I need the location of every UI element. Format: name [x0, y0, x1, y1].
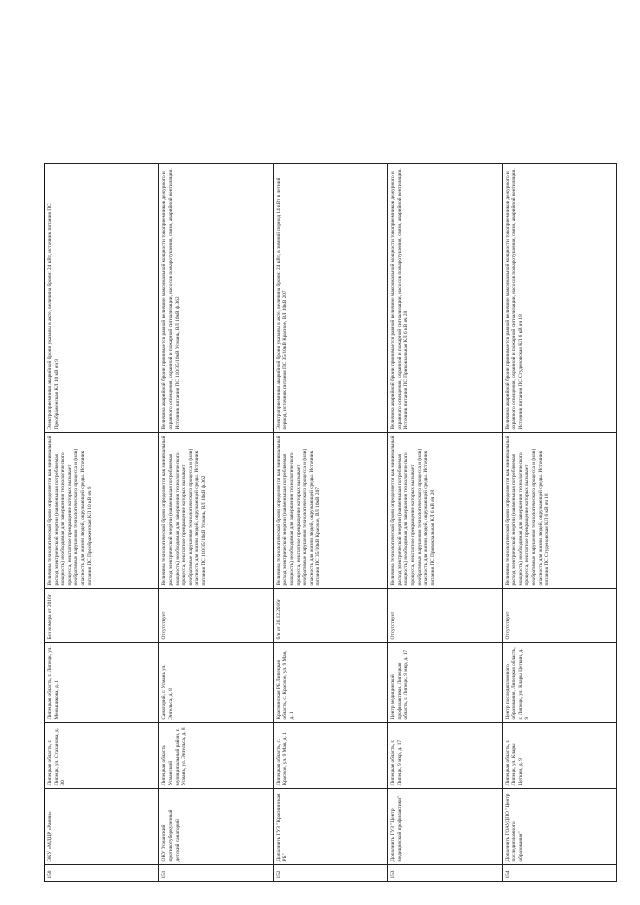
reservation-table	[44, 163, 617, 882]
organization-address: Липецкая область, г. Липецк, ул. Стаханова, д. 30	[45, 723, 159, 789]
emergency-reserve: Электроприемники аварийной брони указаны в акте, величина брони: 24 кВт, источник питания ПС Преображенская КЛ 10 кВ яч 9	[45, 164, 159, 433]
technological-reserve: Величина технологической брони определяется как минимальный расход электрической энергии (наименьшая потребляемая мощность) необходимая для завершения технологического процесса, нештатное прекращение которых вызывает необратимые нарушения технологического процесса и (или) опасность для жизни людей, окружающей среды. Источник питания ПС Привокзальная КЛ 6 кВ яч 28	[388, 433, 502, 589]
organization-name: Дополнить ГОАУДПО "Центр последипломного образования"	[502, 789, 616, 865]
organization-name: ОКУ Усманский противотуберкулезный детский санаторий	[159, 789, 273, 865]
table-row	[45, 164, 159, 882]
row-number: 153	[388, 865, 502, 882]
object-address: Краснинская РБ Липецкая область, с. Красное, ул. 9 Мая, д. 1	[273, 643, 387, 723]
organization-name: Дополнить ГУЗ "Краснинская РБ"	[273, 789, 387, 865]
table-row	[159, 164, 273, 882]
table-row	[273, 164, 387, 882]
row-number: 151	[159, 865, 273, 882]
object-address: Липецкая область, г. Липецк, ул. Меньшикова, д. 1	[45, 643, 159, 723]
technological-reserve: Величина технологической брони определяется как минимальный расход электрической энергии (наименьшая потребляемая мощность) необходимая для завершения технологического процесса, нештатное прекращение которых вызывает необратимые нарушения технологического процесса и (или) опасность для жизни людей, окружающей среды. Источник питания ПС 35/10кВ Красное, ВЛ 10кВ 207	[273, 433, 387, 589]
row-number: 154	[502, 865, 616, 882]
table-row	[502, 164, 616, 882]
emergency-reserve: Величина аварийной брони принимается равной величине максимальной мощности токоприемников дежурного и охранного освещения, охранной и пожарной сигнализации, насосов пожаротушения, связи, аварийной вентиляции. Источник питания ПС Студеновская КЛ 6 кВ яч 18	[502, 164, 616, 433]
emergency-reserve: Электроприемники аварийной брони указаны в акте, величина брони: 24 кВт, в зимний период 14 кВт в летний период, источник питания ПС 35/10кВ Красное, ВЛ 10кВ 207	[273, 164, 387, 433]
object-address: Центр последипломного образования, Липецкая область, г. Липецк, ул. Клары Цеткин, д. 9	[502, 643, 616, 723]
technological-reserve: Величина технологической брони определяется как минимальный расход электрической энергии (наименьшая потребляемая мощность) необходимая для завершения технологического процесса, нештатное прекращение которых вызывает необратимые нарушения технологического процесса и (или) опасность для жизни людей, окружающей среды. Источник питания ПС Студеновская КЛ 6 кВ яч 18	[502, 433, 616, 589]
act-document: Отсутствует	[502, 589, 616, 643]
organization-name: ЭКУ «МДЦР «Ранни»	[45, 789, 159, 865]
act-document: Без номера от 2016г	[45, 589, 159, 643]
technological-reserve: Величина технологической брони определяется как минимальный расход электрической энергии (наименьшая потребляемая мощность) необходимая для завершения технологического процесса, нештатное прекращение которых вызывает необратимые нарушения технологического процесса и (или) опасность для жизни людей, окружающей среды. Источник питания ПС 110/35/10кВ Усмань, ВЛ 10кВ ф.362	[159, 433, 273, 589]
technological-reserve: Величина технологической брони определяется как минимальный расход электрической энергии (наименьшая потребляемая мощность) необходимая для завершения технологического процесса, нештатное прекращение которых вызывает необратимые нарушения технологического процесса и (или) опасность для жизни людей, окружающей среды. Источник питания ПС Преображенская КЛ 10 кВ яч 9	[45, 433, 159, 589]
object-address: Санаторий, г. Усмань ул. Энгельса, д. 8	[159, 643, 273, 723]
row-number: 150	[45, 865, 159, 882]
organization-name: Дополнить ГУЗ "Центр медицинской профилактики"	[388, 789, 502, 865]
act-document: Отсутствует	[388, 589, 502, 643]
organization-address: Липецкая область, г. Липецк, 9 мкр, д. 17	[388, 723, 502, 789]
table-row	[388, 164, 502, 882]
organization-address: Липецкая область, с. Красное, ул. 9 Мая, д. 1	[273, 723, 387, 789]
emergency-reserve: Величина аварийной брони принимается равной величине максимальной мощности токоприемников дежурного и охранного освещения, охранной и пожарной сигнализации, насосов пожаротушения, связи, аварийной вентиляции. Источник питания ПС Привокзальная КЛ 6 кВ яч 28	[388, 164, 502, 433]
rotated-table-page	[44, 164, 617, 882]
emergency-reserve: Величина аварийной брони принимается равной величине максимальной мощности токоприемников дежурного и охранного освещения, охранной и пожарной сигнализации, насосов пожаротушения, связи, аварийной вентиляции. Источник питания ПС 110/35/10кВ Усмань, ВЛ 10кВ ф.362	[159, 164, 273, 433]
row-number: 152	[273, 865, 387, 882]
act-document: Отсутствует	[159, 589, 273, 643]
organization-address: Липецкая область Усманский муниципальный район, г. Усмань, ул. Энгельса, д. 8	[159, 723, 273, 789]
act-document: б/н от 26.12.2016г	[273, 589, 387, 643]
object-address: Центр медицинской профилактики. Липецкая область, г. Липецк, 9 мкр, д. 17	[388, 643, 502, 723]
organization-address: Липецкая область, г. Липецк, ул. Клары Цеткин, д. 9	[502, 723, 616, 789]
